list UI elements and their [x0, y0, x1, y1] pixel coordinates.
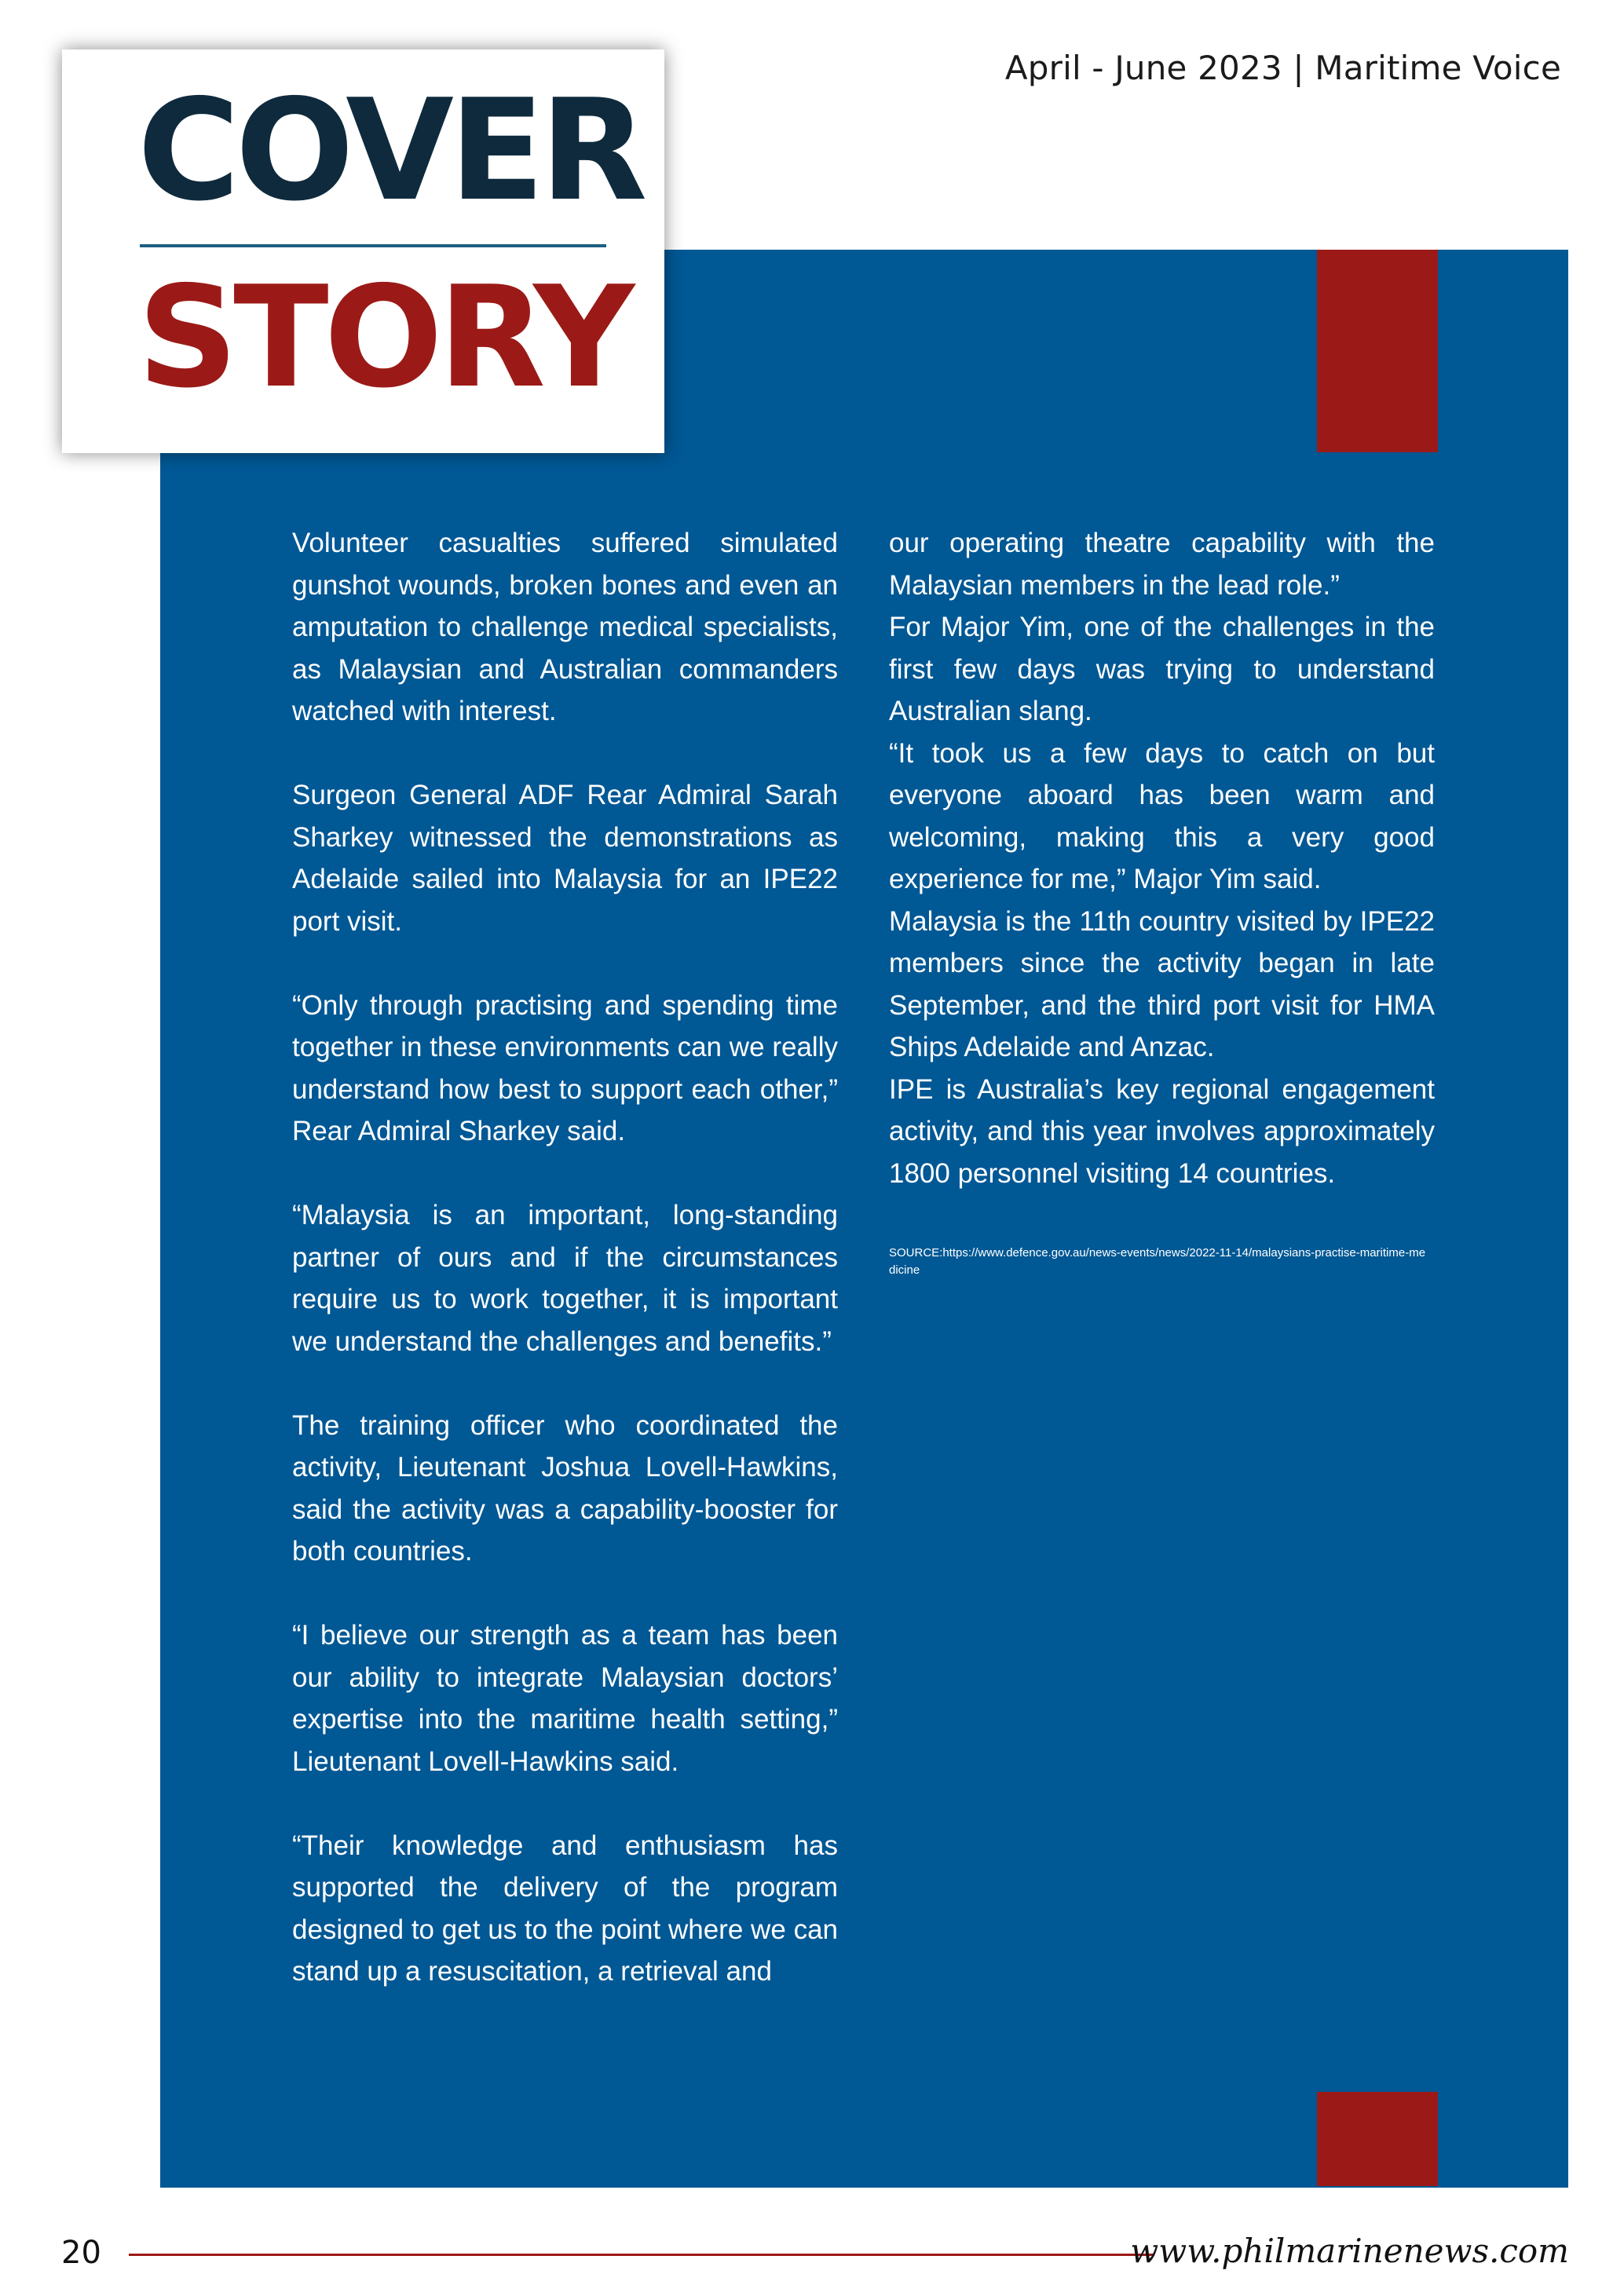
paragraph: “Malaysia is an important, long-standing partner of ours and if the circumstances require us to work together, it is important we understand the challenges and benefits.” — [292, 1200, 838, 1357]
paragraph: “Their knowledge and enthusiasm has supported the delivery of the program designed to get us to the point where we can stand up a resuscitation, a retrieval and — [292, 1830, 838, 1987]
paragraph: our operating theatre capability with the Malaysian members in the lead role.” — [889, 528, 1435, 601]
website-link[interactable]: www.philmarinenews.com — [1130, 2232, 1569, 2270]
section-title-story: STORY — [137, 256, 631, 419]
paragraph: Volunteer casualties suffered simulated gunshot wounds, broken bones and even an amputation to challenge medical specialists, as Malaysian and Australian commanders watched with interest. — [292, 528, 838, 726]
accent-block-top — [1317, 250, 1438, 452]
source-link[interactable]: SOURCE:https://www.defence.gov.au/news-events/news/2022-11-14/malaysians-practise-maritime-medicine — [889, 1246, 1426, 1277]
paragraph: The training officer who coordinated the activity, Lieutenant Joshua Lovell-Hawkins, said the activity was a capability-booster for both countries. — [292, 1409, 838, 1567]
paragraph: Malaysia is the 11th country visited by IPE22 members since the activity began in late September, and the third port visit for HMA Ships Adelaide and Anzac. — [889, 905, 1435, 1062]
title-divider — [140, 244, 606, 247]
issue-line: April - June 2023 | Maritime Voice — [1004, 49, 1561, 87]
accent-block-bottom — [1317, 2092, 1438, 2186]
paragraph: IPE is Australia’s key regional engagement activity, and this year involves approximately 1800 personnel visiting 14 countries. — [889, 1073, 1435, 1189]
paragraph: “It took us a few days to catch on but everyone aboard has been warm and welcoming, making this a very good experience for me,” Major Yim said. — [889, 737, 1435, 894]
paragraph: Surgeon General ADF Rear Admiral Sarah Sharkey witnessed the demonstrations as Adelaide sailed into Malaysia for an IPE22 port visit. — [292, 780, 838, 937]
article-column-right — [889, 522, 1435, 1279]
footer-divider — [129, 2254, 1154, 2256]
article-column-left — [292, 522, 838, 2035]
page-number: 20 — [61, 2235, 101, 2271]
section-title-cover: COVER — [137, 69, 643, 232]
paragraph: For Major Yim, one of the challenges in the first few days was trying to understand Australian slang. — [889, 612, 1435, 726]
section-title-box — [62, 49, 664, 453]
paragraph: “I believe our strength as a team has been our ability to integrate Malaysian doctors’ expertise into the maritime health setting,” Lieutenant Lovell-Hawkins said. — [292, 1620, 838, 1777]
paragraph: “Only through practising and spending time together in these environments can we really understand how best to support each other,” Rear Admiral Sharkey said. — [292, 989, 838, 1146]
